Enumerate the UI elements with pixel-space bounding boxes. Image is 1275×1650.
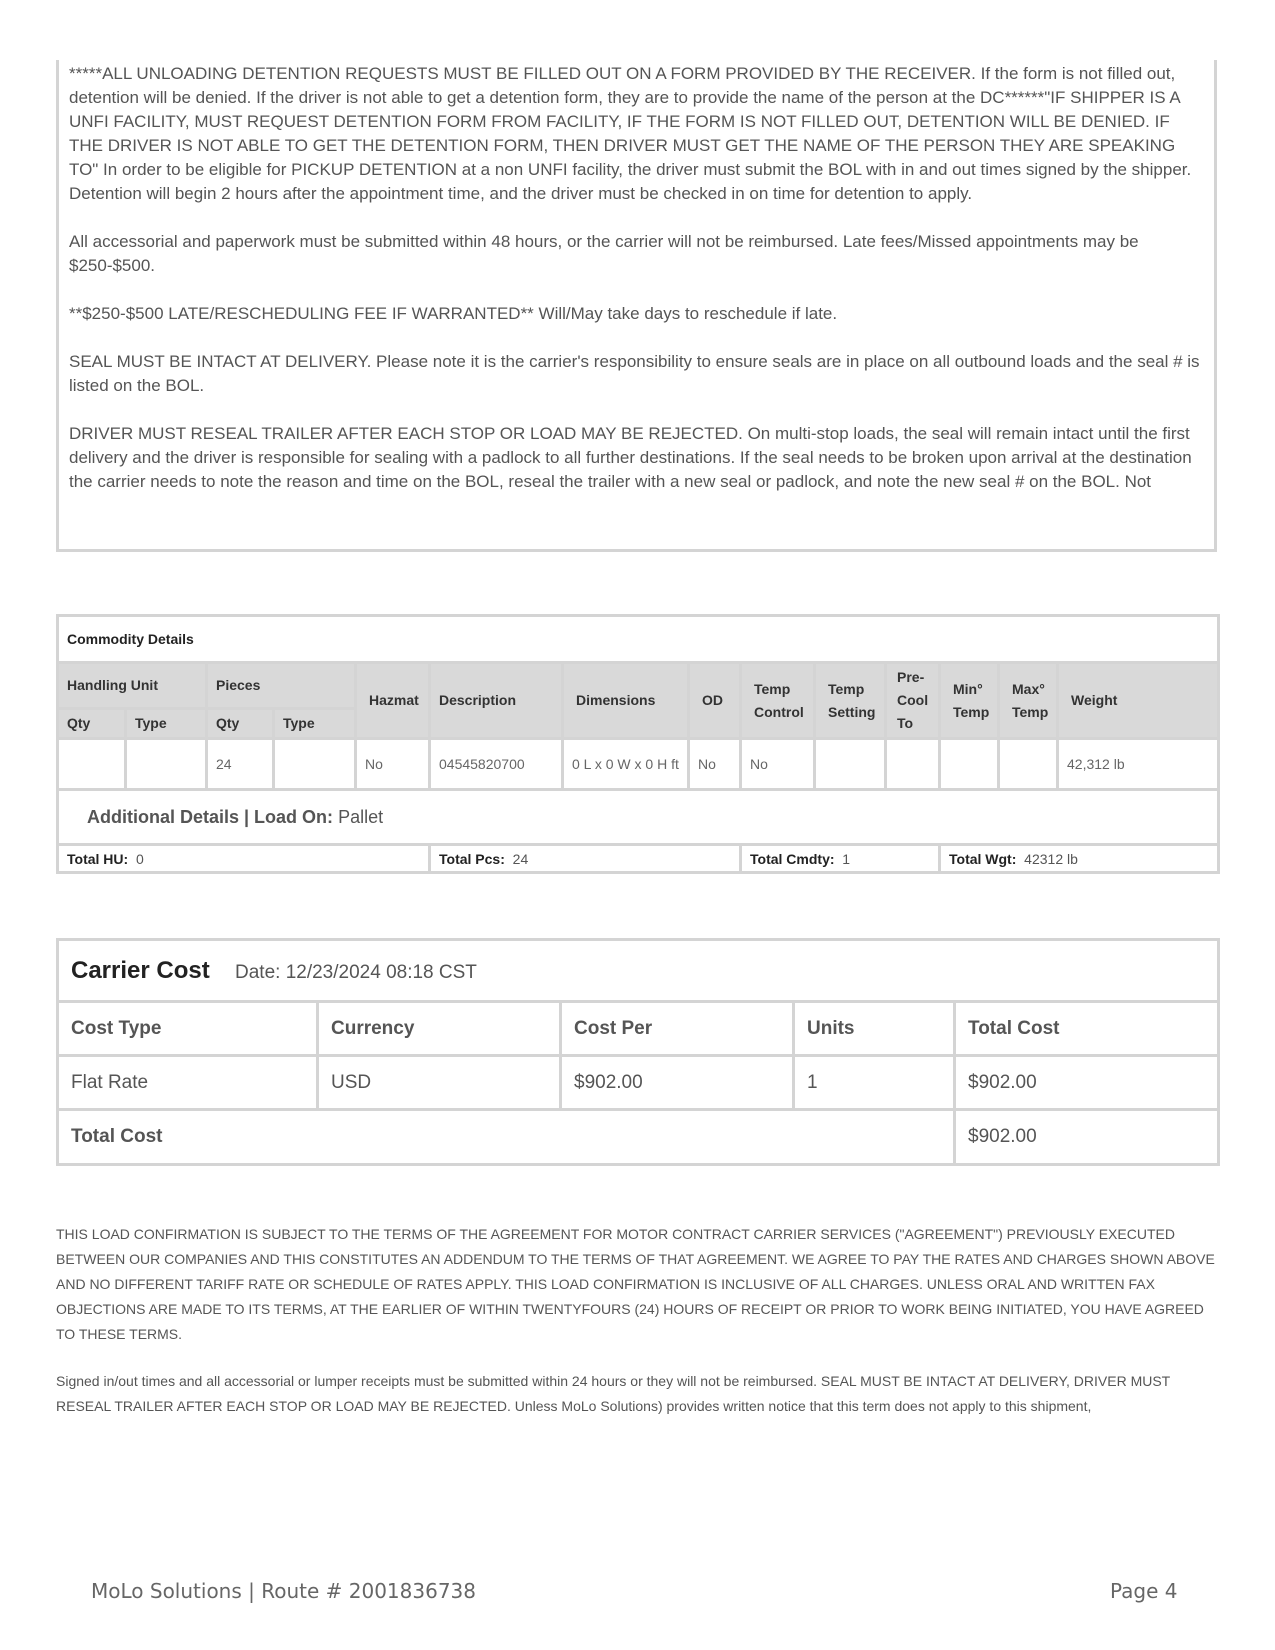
total-cost-label: Total Cost bbox=[58, 1110, 955, 1165]
total-cost-cell: $902.00 bbox=[955, 1056, 1219, 1110]
temp-control-cell: No bbox=[741, 739, 815, 790]
note-paragraph: SEAL MUST BE INTACT AT DELIVERY. Please note it is the carrier's responsibility to ensure seals are in place on all outbound loads and the seal # is listed on the BOL. bbox=[69, 352, 1200, 395]
hazmat-header: Hazmat bbox=[356, 663, 430, 739]
terms-paragraph: THIS LOAD CONFIRMATION IS SUBJECT TO THE TERMS OF THE AGREEMENT FOR MOTOR CONTRACT CARRIER SERVICES ("AGREEMENT") PREVIOUSLY EXECUTED BETWEEN OUR COMPANIES AND THIS CONSTITUTES AN ADDENDUM TO THE TERMS OF THAT AGREEMENT. WE AGREE TO PAY THE RATES AND CHARGES SHOWN ABOVE AND NO DIFFERENT TARIFF RATE OR SCHEDULE OF RATES APPLY. THIS LOAD CONFIRMATION IS INCLUSIVE OF ALL CHARGES. UNLESS ORAL AND WRITTEN FAX OBJECTIONS ARE MADE TO ITS TERMS, AT THE EARLIER OF WITHIN TWENTYFOURS (24) HOURS OF RECEIPT OR PRIOR TO WORK BEING INITIATED, YOU HAVE AGREED TO THESE TERMS. bbox=[56, 1226, 1215, 1342]
description-cell: 04545820700 bbox=[430, 739, 563, 790]
dimensions-cell: 0 L x 0 W x 0 H ft bbox=[563, 739, 689, 790]
note-paragraph: DRIVER MUST RESEAL TRAILER AFTER EACH STOP OR LOAD MAY BE REJECTED. On multi-stop loads, the seal will remain intact until the first delivery and the driver is responsible for sealing with a padlock to all further destinations. If the seal needs to be broken upon arrival at the destination the carrier needs to note the reason and time on the BOL, reseal the trailer with a new seal or padlock, and note the new seal # on the BOL. Not bbox=[69, 424, 1192, 491]
temp-setting-header: Temp Setting bbox=[815, 663, 886, 739]
total-wgt bbox=[940, 845, 1219, 873]
currency-cell: USD bbox=[318, 1056, 561, 1110]
hu-qty-cell bbox=[58, 739, 126, 790]
pcs-type-header: Type bbox=[274, 709, 356, 739]
cost-type-header: Cost Type bbox=[58, 1002, 318, 1056]
weight-header: Weight bbox=[1058, 663, 1219, 739]
handling-unit-header: Handling Unit bbox=[58, 663, 207, 709]
total-wgt-value: 42312 lb bbox=[1024, 850, 1078, 867]
hu-type-header: Type bbox=[126, 709, 207, 739]
pre-cool-to-cell bbox=[886, 739, 940, 790]
cost-row bbox=[58, 1056, 1219, 1110]
units-cell: 1 bbox=[794, 1056, 955, 1110]
max-temp-cell bbox=[999, 739, 1058, 790]
note-paragraph: **$250-$500 LATE/RESCHEDULING FEE IF WARRANTED** Will/May take days to reschedule if late. bbox=[69, 304, 838, 323]
footer-page-number: Page 4 bbox=[1110, 1579, 1178, 1603]
pcs-qty-cell: 24 bbox=[207, 739, 274, 790]
cost-per-header: Cost Per bbox=[561, 1002, 794, 1056]
commodity-title: Commodity Details bbox=[58, 616, 1219, 663]
total-pcs bbox=[430, 845, 741, 873]
cost-per-cell: $902.00 bbox=[561, 1056, 794, 1110]
od-header: OD bbox=[689, 663, 741, 739]
terms-section bbox=[56, 1222, 1226, 1441]
total-cmdty-value: 1 bbox=[842, 850, 851, 867]
carrier-cost-date: Date: 12/23/2024 08:18 CST bbox=[235, 961, 477, 983]
carrier-cost-title: Carrier Cost bbox=[71, 956, 210, 984]
pieces-header: Pieces bbox=[207, 663, 356, 709]
hazmat-cell: No bbox=[356, 739, 430, 790]
units-header: Units bbox=[794, 1002, 955, 1056]
additional-details bbox=[58, 790, 1219, 845]
cost-type-cell: Flat Rate bbox=[58, 1056, 318, 1110]
commodity-details-table bbox=[56, 614, 1220, 874]
commodity-row bbox=[58, 739, 1219, 790]
terms-paragraph: Signed in/out times and all accessorial or lumper receipts must be submitted within 24 hours or they will not be reimbursed. SEAL MUST BE INTACT AT DELIVERY, DRIVER MUST RESEAL TRAILER AFTER EACH STOP OR LOAD MAY BE REJECTED. Unless MoLo Solutions) provides written notice that this term does not apply to this shipment, bbox=[56, 1373, 1170, 1414]
hu-qty-header: Qty bbox=[58, 709, 126, 739]
od-cell: No bbox=[689, 739, 741, 790]
total-hu bbox=[58, 845, 430, 873]
description-header: Description bbox=[430, 663, 563, 739]
notes-box bbox=[56, 60, 1217, 552]
pre-cool-to-header: Pre-Cool To bbox=[886, 663, 940, 739]
footer-route: MoLo Solutions | Route # 2001836738 bbox=[91, 1579, 476, 1603]
dimensions-header: Dimensions bbox=[563, 663, 689, 739]
total-pcs-value: 24 bbox=[512, 850, 529, 867]
total-hu-value: 0 bbox=[135, 850, 144, 867]
temp-control-header: Temp Control bbox=[741, 663, 815, 739]
currency-header: Currency bbox=[318, 1002, 561, 1056]
min-temp-header: Min° Temp bbox=[940, 663, 999, 739]
carrier-cost-table bbox=[56, 938, 1220, 1166]
additional-details-label: Additional Details | Load On: bbox=[87, 806, 334, 827]
hu-type-cell bbox=[126, 739, 207, 790]
total-cmdty bbox=[741, 845, 940, 873]
note-paragraph: *****ALL UNLOADING DETENTION REQUESTS MUST BE FILLED OUT ON A FORM PROVIDED BY THE RECEIVER. If the form is not filled out, detention will be denied. If the driver is not able to get a detention form, they are to provide the name of the person at the DC******"IF SHIPPER IS A UNFI FACILITY, MUST REQUEST DETENTION FORM FROM FACILITY, IF THE FORM IS NOT FILLED OUT, DETENTION WILL BE DENIED. IF THE DRIVER IS NOT ABLE TO GET THE DETENTION FORM, THEN DRIVER MUST GET THE NAME OF THE PERSON THEY ARE SPEAKING TO" In order to be eligible for PICKUP DETENTION at a non UNFI facility, the driver must submit the BOL with in and out times signed by the shipper. Detention will begin 2 hours after the appointment time, and the driver must be checked in on time for detention to apply. bbox=[69, 64, 1192, 203]
temp-setting-cell bbox=[815, 739, 886, 790]
total-cost-header: Total Cost bbox=[955, 1002, 1219, 1056]
total-cost-value: $902.00 bbox=[955, 1110, 1219, 1165]
weight-cell: 42,312 lb bbox=[1058, 739, 1219, 790]
total-wgt-label: Total Wgt: bbox=[949, 850, 1017, 867]
pcs-qty-header: Qty bbox=[207, 709, 274, 739]
min-temp-cell bbox=[940, 739, 999, 790]
note-paragraph: All accessorial and paperwork must be submitted within 48 hours, or the carrier will not be reimbursed. Late fees/Missed appointments may be $250-$500. bbox=[69, 232, 1139, 275]
max-temp-header: Max° Temp bbox=[999, 663, 1058, 739]
total-hu-label: Total HU: bbox=[67, 850, 129, 867]
total-cmdty-label: Total Cmdty: bbox=[750, 850, 835, 867]
total-pcs-label: Total Pcs: bbox=[439, 850, 505, 867]
load-on-value: Pallet bbox=[338, 806, 384, 827]
carrier-cost-header bbox=[58, 940, 1219, 1002]
pcs-type-cell bbox=[274, 739, 356, 790]
